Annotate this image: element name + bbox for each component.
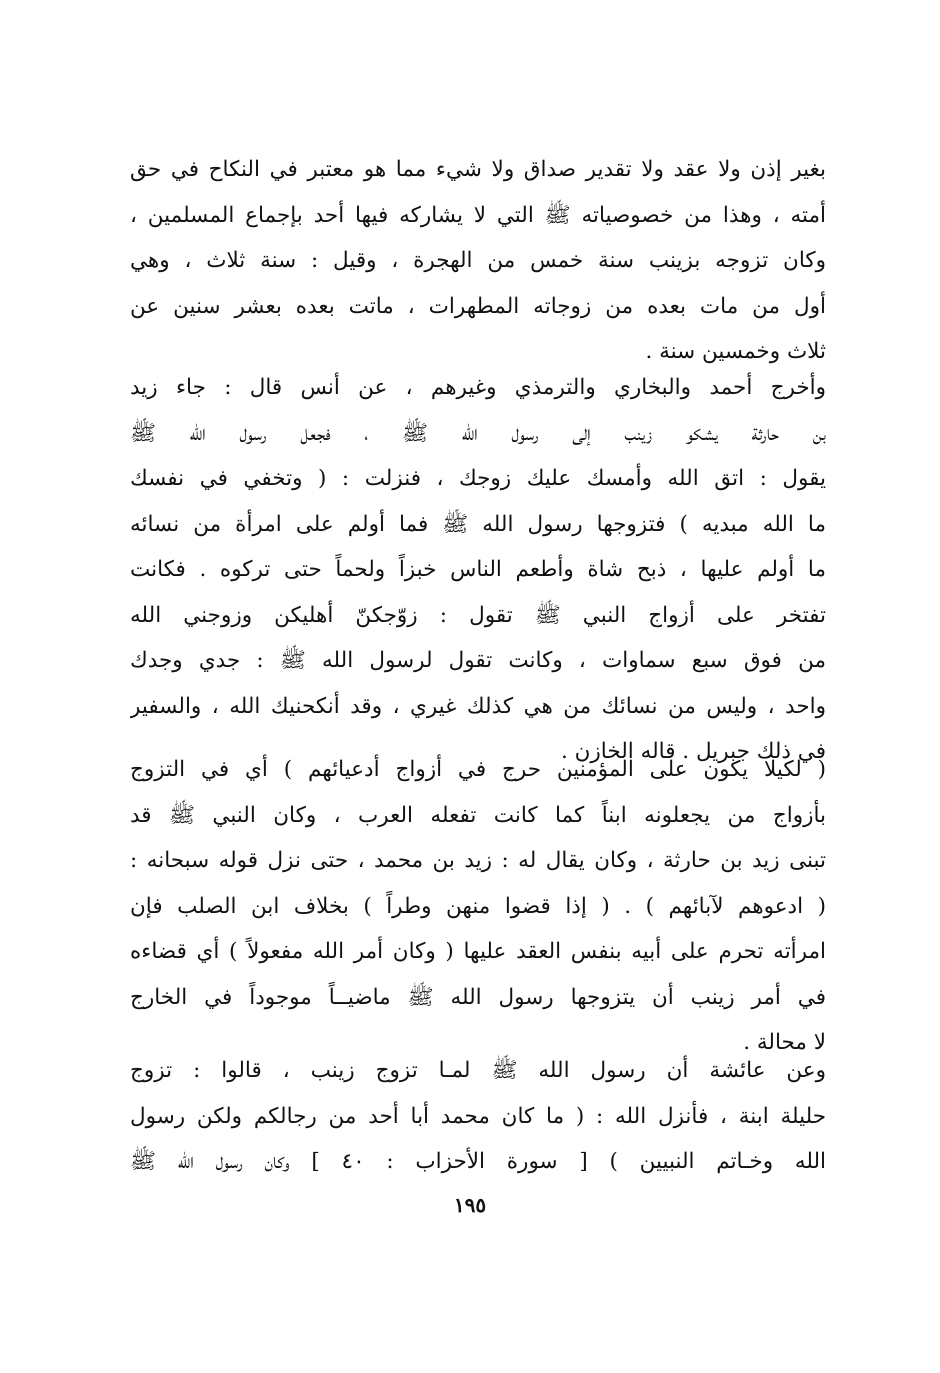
paragraph-line: يقول : اتق الله وأمسك عليك زوجك ، فنزلت : ( وتخفي في نفسك	[130, 466, 826, 491]
paragraph-line: في أمر زينب أن يتزوجها رسول الله ﷺ ماضيــاً موجوداً في الخارج	[130, 984, 826, 1010]
paragraph-line: وكان تزوجه بزينب سنة خمس من الهجرة ، وقيل : سنة ثلاث ، وهي	[130, 248, 826, 273]
page-number: ١٩٥	[453, 1193, 487, 1217]
paragraph-4	[130, 1048, 826, 1185]
paragraph-line: وعن عائشة أن رسول الله ﷺ لمـا تزوج زينب ، قالوا : تزوج	[130, 1058, 826, 1083]
paragraph-line: بغير إذن ولا عقد ولا تقدير صداق ولا شيء مما هو معتبر في النكاح في حق	[130, 157, 826, 182]
paragraph-line: من فوق سبع سماوات ، وكانت تقول لرسول الله ﷺ : جدي وجدك	[130, 648, 826, 673]
paragraph-line: حليلة ابنة ، فأنزل الله : ( ما كان محمد أبا أحد من رجالكم ولكن رسول	[130, 1103, 826, 1129]
paragraph-2	[130, 365, 826, 775]
paragraph-line: تفتخر على أزواج النبي ﷺ تقول : زوّجكنّ أهليكن وزوجني الله	[130, 602, 826, 628]
paragraph-line: الله وخـاتم النبيين ) [ سورة الأحزاب : ٤٠ ] وكان رسول الله ﷺ	[130, 1149, 826, 1174]
paragraph-line: واحد ، وليس من نسائك من هي كذلك غيري ، وقد أنكحنيك الله ، والسفير	[130, 693, 826, 719]
paragraph-line: ما أولم عليها ، ذبح شاة وأطعم الناس خبزاً ولحماً حتى تركوه . فكانت	[130, 557, 826, 582]
paragraph-line: أول من مات بعده من زوجاته المطهرات ، ماتت بعده بعشر سنين عن	[130, 293, 826, 319]
paragraph-line: بأزواج من يجعلونه ابناً كما كانت تفعله العرب ، وكان النبي ﷺ قد	[130, 802, 826, 828]
paragraph-3	[130, 747, 826, 1066]
paragraph-line: امرأته تحرم على أبيه بنفس العقد عليها ( وكان أمر الله مفعولاً ) أي قضاءه	[130, 939, 826, 964]
paragraph-line: ( لكيلا يكون على المؤمنين حرج في أزواج أدعيائهم ) أي في التزوج	[130, 757, 826, 782]
paragraph-line: في ذلك جبريل . قاله الخازن .	[560, 739, 826, 764]
paragraph-1	[130, 147, 826, 375]
paragraph-line: وأخرج أحمد والبخاري والترمذي وغيرهم ، عن أنس قال : جاء زيد	[130, 375, 826, 400]
paragraph-line: تبنى زيد بن حارثة ، وكان يقال له : زيد بن محمد ، حتى نزل قوله سبحانه :	[130, 848, 826, 873]
paragraph-line: ثلاث وخمسين سنة .	[645, 339, 826, 364]
paragraph-line: ( ادعوهم لآبائهم ) . ( إذا قضوا منهن وطراً ) بخلاف ابن الصلب فإن	[130, 893, 826, 919]
paragraph-line: أمته ، وهذا من خصوصياته ﷺ التي لا يشاركه فيها أحد بإجماع المسلمين ،	[130, 202, 826, 228]
paragraph-line: لا محالة .	[743, 1030, 826, 1055]
paragraph-line: ما الله مبديه ) فتزوجها رسول الله ﷺ فما أولم على امرأة من نسائه	[130, 511, 826, 537]
paragraph-line: بن حارثة يشكو زينب إلى رسول الله ﷺ ، فجعل رسول الله ﷺ	[130, 420, 826, 446]
